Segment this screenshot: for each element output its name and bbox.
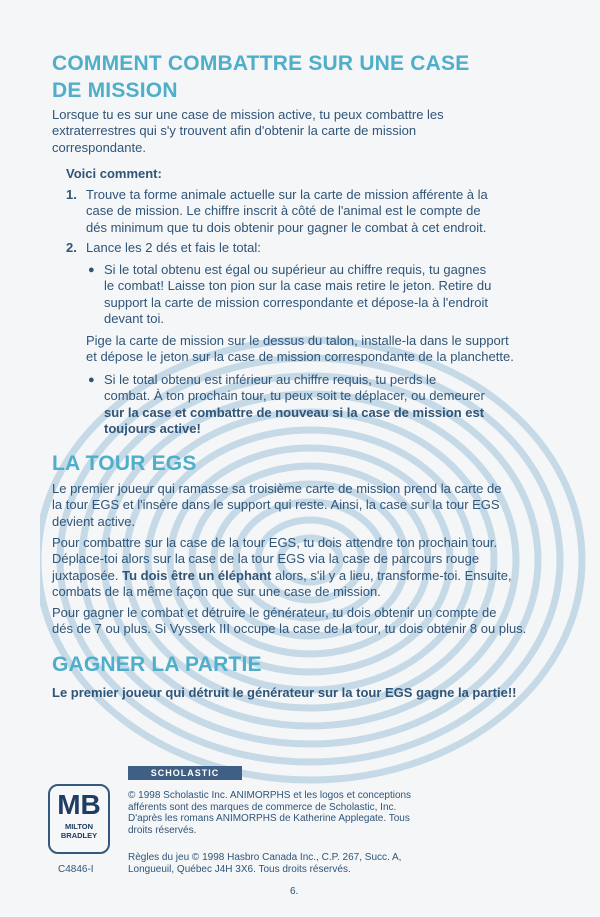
tour-paragraph-3: Pour gagner le combat et détruire le générateur, tu dois obtenir un compte de dés de 7 ou plus. Si Vysserk III occupe la case de la tour, tu dois obtenir 8 ou plus. [52,605,527,637]
tour-paragraph-2: Pour combattre sur la case de la tour EGS, tu dois attendre ton prochain tour. Déplace-toi alors sur la case de la tour EGS via la case de parcours rouge juxtaposée. Tu dois être un éléphant alors, s'il y a lieu, transforme-toi. Ensuite, combats de la même façon que sur une case de mission. [52,535,512,599]
logo-line-1: MILTON [64,822,94,831]
title-line-1: COMMENT COMBATTRE SUR UNE CASE [52,52,470,75]
section-title-gagner: GAGNER LA PARTIE [52,653,262,676]
pige-text: Pige la carte de mission sur le dessus du talon, installe-la dans le support et dépose le jeton sur la case de mission correspondante de la planchette. [86,333,514,365]
title-line-2: DE MISSION [52,79,178,102]
step-number-2: 2. [66,240,77,255]
bullet-1-text: Si le total obtenu est égal ou supérieur au chiffre requis, tu gagnes le combat! Laisse ton pion sur la case mais retire le jeton. Retire du support la carte de mission correspondante et dépose-la à l'endroit devant toi. [104,262,492,326]
milton-bradley-logo [48,784,110,854]
section-title-mission [52,50,469,104]
rules-copyright-text: Règles du jeu © 1998 Hasbro Canada Inc., C.P. 267, Succ. A, Longueuil, Québec J4H 3X6. Tous droits réservés. [128,852,402,875]
product-code: C4846-I [58,864,94,875]
mission-intro: Lorsque tu es sur une case de mission active, tu peux combattre les extraterrestres qui s'y trouvent afin d'obtenir la carte de mission correspondante. [52,107,444,155]
bullet-1-icon: ● [88,264,95,276]
tour-paragraph-1: Le premier joueur qui ramasse sa troisième carte de mission prend la carte de la tour EGS et l'insère dans le support qui reste. Ainsi, la case sur la tour EGS devient active. [52,481,502,529]
gagner-text: Le premier joueur qui détruit le générateur sur la tour EGS gagne la partie!! [52,685,517,700]
step-2-text: Lance les 2 dés et fais le total: [86,240,261,255]
page-number: 6. [290,886,299,897]
scholastic-badge: SCHOLASTIC [128,766,242,780]
logo-letters: MB [57,789,101,820]
bullet-2-icon: ● [88,374,95,386]
copyright-text: © 1998 Scholastic Inc. ANIMORPHS et les logos et conceptions afférents sont des marques de commerce de Scholastic, Inc. D'après les romans ANIMORPHS de Katherine Applegate. Tous droits réservés. [128,790,412,836]
step-number-1: 1. [66,187,77,202]
step-1-text: Trouve ta forme animale actuelle sur la carte de mission afférente à la case de mission. Le chiffre inscrit à côté de l'animal est le compte de dés minimum que tu dois obtenir pour gagner le combat à cet endroit. [86,187,488,235]
bullet-2-text: Si le total obtenu est inférieur au chiffre requis, tu perds le combat. À ton prochain tour, tu peux soit te déplacer, ou demeurer sur la case et combattre de nouveau si la case de mission est toujours active! [104,372,485,436]
how-label: Voici comment: [66,166,162,181]
logo-line-2: BRADLEY [60,831,98,840]
section-title-tour: LA TOUR EGS [52,452,197,475]
